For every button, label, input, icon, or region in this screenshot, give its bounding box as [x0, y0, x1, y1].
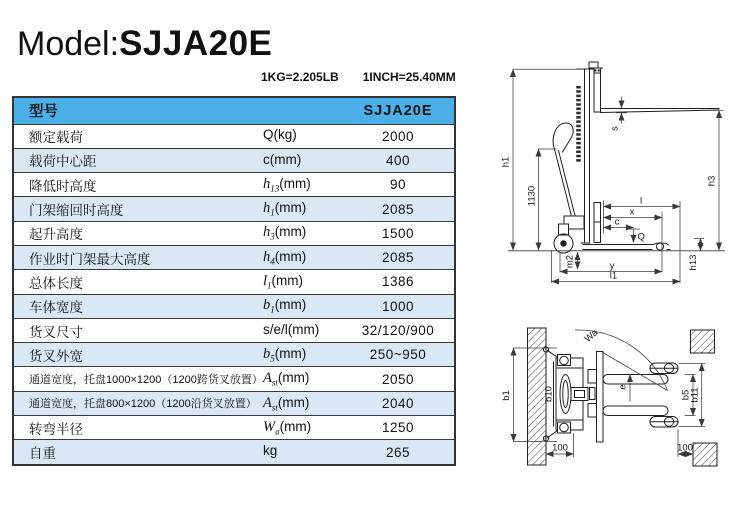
stacker-top-drawing — [543, 347, 678, 442]
spec-value: 2040 — [381, 395, 415, 411]
fork-prong-bottom — [603, 406, 668, 416]
spec-symbol — [263, 419, 342, 437]
table-row — [14, 269, 454, 293]
spec-label: 转弯半径 — [29, 421, 83, 437]
spec-symbol — [263, 297, 342, 315]
symbol-letter: c — [263, 151, 270, 167]
conversion-weight: 1KG=2.205LB — [261, 70, 339, 84]
spec-label: 降低时高度 — [29, 178, 97, 194]
right-wall-top — [691, 330, 715, 353]
spec-value: 1000 — [381, 298, 415, 314]
dim-label-b5: b5 — [680, 389, 692, 401]
symbol-letter: A — [263, 394, 272, 411]
spec-symbol — [263, 370, 342, 388]
spec-symbol — [263, 322, 342, 340]
dim-label-c: c — [614, 216, 620, 228]
stacker-side-drawing — [553, 62, 719, 253]
side-view-diagram — [470, 33, 742, 305]
table-row — [14, 366, 454, 390]
symbol-unit: (mm) — [274, 200, 307, 216]
spec-symbol — [263, 127, 342, 145]
symbol-unit: (mm) — [274, 345, 307, 361]
dim-label-b11: b11 — [689, 387, 701, 403]
spec-symbol — [263, 200, 342, 218]
symbol-unit: (mm) — [277, 370, 310, 386]
spec-label: 总体长度 — [29, 275, 83, 291]
spec-table-body — [14, 124, 454, 464]
symbol-subscript: st — [271, 377, 278, 388]
spec-value: 250~950 — [369, 347, 427, 363]
symbol-letter: Q — [263, 127, 274, 143]
symbol-letter: b — [263, 345, 271, 362]
symbol-subscript: 1 — [267, 280, 272, 291]
symbol-unit: (mm) — [279, 418, 312, 434]
spec-value: 1500 — [381, 225, 415, 241]
symbol-subscript: st — [271, 402, 278, 413]
dim-label-h3: h3 — [706, 175, 718, 187]
dim-label-y: y — [609, 260, 615, 272]
table-row — [14, 391, 454, 415]
spec-label: 作业时门架最大高度 — [29, 251, 151, 267]
symbol-letter: A — [263, 370, 272, 387]
title-model: SJJA20E — [119, 24, 273, 63]
dim-label-q: Q — [637, 231, 645, 243]
symbol-letter: kg — [263, 443, 278, 459]
dim-label-x: x — [629, 206, 635, 218]
spec-value: 32/120/900 — [361, 323, 435, 339]
spec-symbol — [263, 249, 342, 267]
spec-symbol — [263, 395, 342, 413]
symbol-unit: (mm) — [279, 175, 311, 191]
symbol-unit: (mm) — [271, 273, 304, 289]
symbol-subscript: 5 — [270, 353, 275, 364]
spec-symbol — [263, 346, 342, 364]
spec-value: 90 — [389, 177, 407, 193]
spec-label: 门架缩回时高度 — [29, 203, 124, 219]
symbol-subscript: 4 — [270, 256, 275, 267]
spec-symbol — [263, 152, 342, 170]
spec-symbol — [263, 443, 342, 461]
symbol-subscript: a — [275, 426, 280, 437]
spec-label: 通道宽度，托盘800×1200（1200沿货叉放置） — [29, 398, 257, 411]
symbol-unit: (mm) — [269, 151, 302, 167]
dim-label-b10: b10 — [543, 386, 555, 402]
spec-label: 额定载荷 — [29, 130, 83, 146]
symbol-letter: h — [263, 224, 271, 241]
table-row — [14, 318, 454, 342]
spec-value: 400 — [385, 152, 411, 168]
spec-value: 2085 — [381, 201, 415, 217]
symbol-letter: h — [263, 248, 271, 265]
symbol-letter: b — [263, 297, 271, 314]
symbol-letter: l — [263, 273, 268, 290]
dim-label-b1: b1 — [501, 390, 512, 401]
table-row — [14, 439, 454, 463]
spec-label: 货叉外宽 — [29, 348, 83, 364]
spec-symbol — [263, 176, 342, 194]
symbol-unit: (mm) — [274, 297, 307, 313]
conversion-length: 1INCH=25.40MM — [362, 70, 456, 84]
mast-plate — [597, 352, 604, 443]
spec-value: 2085 — [381, 250, 415, 266]
symbol-unit: (kg) — [273, 127, 297, 143]
table-row — [14, 415, 454, 439]
fork-prong-top — [603, 375, 668, 385]
right-wall-bottom — [693, 443, 717, 466]
top-view-diagram — [490, 300, 740, 502]
symbol-unit: (mm) — [274, 248, 307, 264]
spec-label: 自重 — [29, 446, 56, 461]
dim-label-m2: m2 — [564, 254, 576, 269]
spec-value: 1386 — [381, 274, 415, 290]
dim-label-1130: 1130 — [526, 185, 538, 207]
symbol-letter: W — [263, 418, 276, 435]
dim-label-100-right: 100 — [677, 442, 693, 454]
spec-symbol — [263, 224, 342, 242]
spec-table — [12, 96, 456, 466]
table-header-row — [14, 98, 454, 124]
spec-label: 车体宽度 — [29, 300, 83, 316]
spec-label: 货叉尺寸 — [29, 324, 83, 340]
table-row — [14, 294, 454, 318]
symbol-unit: (mm) — [277, 394, 310, 410]
spec-value: 2050 — [381, 371, 415, 387]
dim-label-h1: h1 — [500, 156, 512, 168]
header-label: 型号 — [29, 104, 58, 121]
table-row — [14, 221, 454, 245]
dim-label-100-left: 100 — [552, 442, 568, 454]
page-title — [17, 24, 272, 64]
table-row — [14, 245, 454, 269]
symbol-subscript: 3 — [270, 232, 275, 243]
table-row — [14, 172, 454, 196]
dim-label-h13: h13 — [688, 254, 699, 271]
spec-value: 1250 — [381, 420, 415, 436]
symbol-unit: (mm) — [287, 321, 320, 337]
symbol-letter: h — [263, 200, 271, 217]
dim-label-s: s — [609, 126, 621, 131]
table-row — [14, 124, 454, 148]
dim-label-l: l — [639, 195, 643, 207]
spec-label: 通道宽度，托盘1000×1200（1200跨货叉放置） — [29, 374, 263, 387]
unit-conversions — [261, 70, 456, 84]
table-row — [14, 196, 454, 220]
dim-label-l1: l1 — [609, 270, 618, 282]
spec-label: 起升高度 — [29, 227, 83, 243]
table-row — [14, 342, 454, 366]
symbol-subscript: 1 — [270, 305, 275, 316]
table-row — [14, 148, 454, 172]
spec-value: 265 — [385, 444, 411, 460]
spec-label: 载荷中心距 — [29, 154, 97, 170]
symbol-subscript: 1 — [270, 207, 275, 218]
spec-symbol — [263, 273, 342, 291]
symbol-letter: h — [263, 175, 271, 192]
header-model-value: SJJA20E — [363, 102, 433, 119]
spec-value: 2000 — [381, 128, 415, 144]
symbol-subscript: 13 — [270, 183, 280, 194]
title-prefix: Model: — [17, 25, 120, 63]
dim-label-e: e — [617, 384, 629, 390]
symbol-unit: (mm) — [274, 224, 307, 240]
dim-label-wa: Wa — [582, 327, 601, 345]
symbol-letter: s/e/l — [263, 321, 288, 337]
